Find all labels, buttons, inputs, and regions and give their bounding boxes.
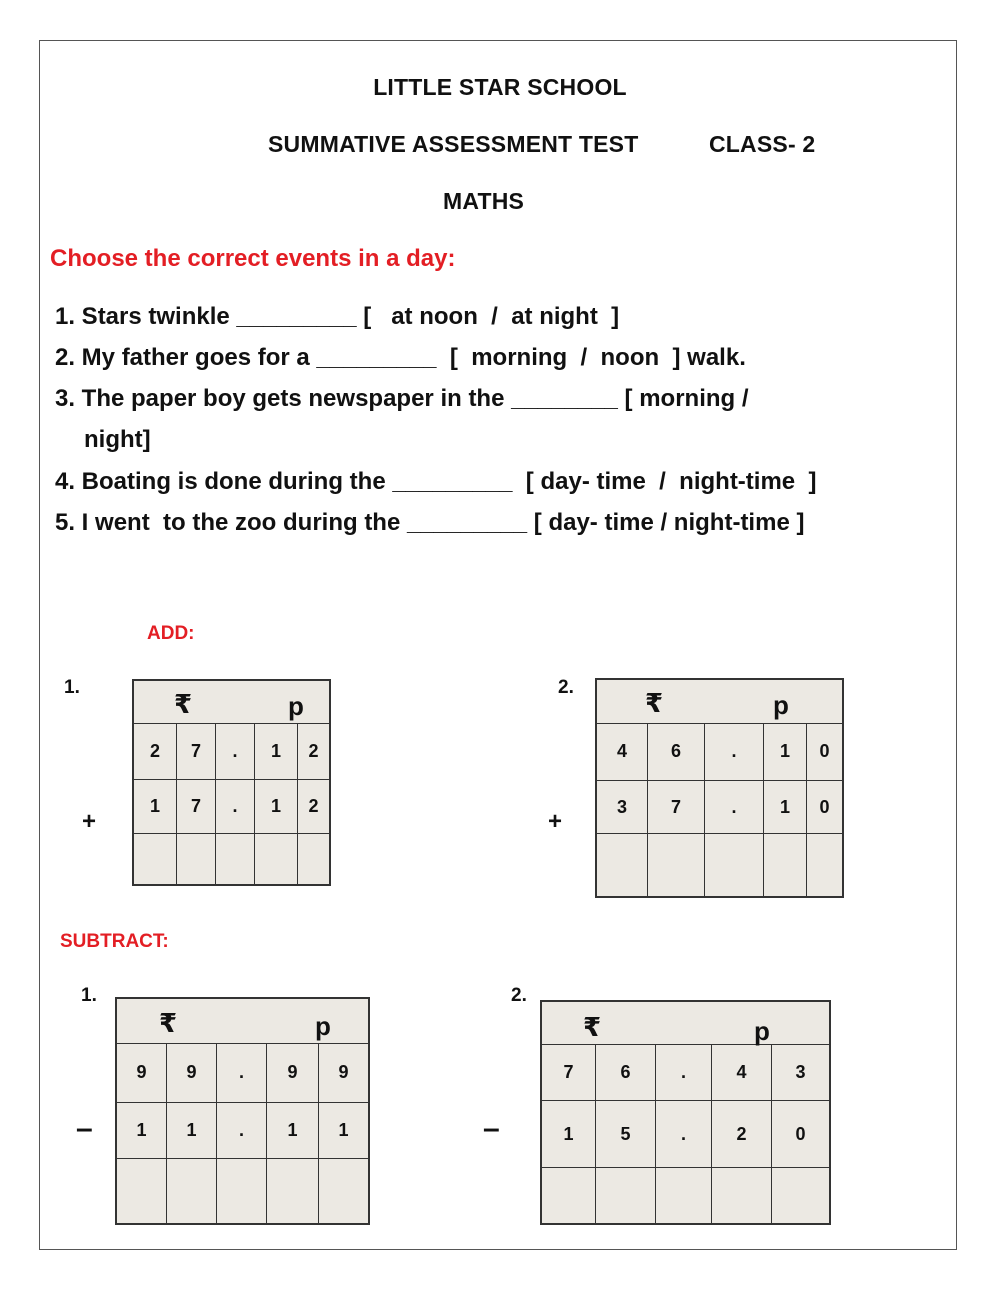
decimal-cell: .: [217, 1043, 267, 1102]
subtrahend-row: [117, 1103, 368, 1159]
minus-sign: –: [483, 1112, 500, 1145]
minus-sign: –: [76, 1112, 93, 1145]
paise-label: p: [288, 691, 304, 721]
grid-header: [542, 1002, 829, 1045]
digit-cell: 1: [117, 1103, 167, 1158]
paise-label: p: [773, 690, 789, 720]
decimal-cell: .: [217, 1103, 267, 1158]
subtract-problem-2-number: 2.: [511, 985, 527, 1006]
subtract-grid-2: [540, 1000, 831, 1225]
addend-2-row: [134, 780, 329, 834]
digit-cell: 7: [177, 780, 216, 833]
answer-cell[interactable]: [267, 1159, 319, 1223]
digit-cell: 5: [596, 1101, 656, 1167]
answer-cell[interactable]: [597, 834, 648, 896]
answer-cell[interactable]: [216, 834, 255, 884]
digit-cell: 1: [764, 723, 807, 780]
answer-cell[interactable]: [772, 1168, 829, 1223]
question-3-continued: night]: [84, 426, 151, 453]
digit-cell: 6: [648, 723, 705, 780]
grid-header: [117, 999, 368, 1044]
decimal-cell: .: [656, 1101, 712, 1167]
answer-cell[interactable]: [177, 834, 216, 884]
add-heading: ADD:: [147, 623, 195, 644]
rupee-symbol: ₹: [583, 1012, 602, 1042]
digit-cell: 1: [255, 723, 298, 779]
digit-cell: 7: [177, 723, 216, 779]
digit-cell: 9: [167, 1043, 217, 1102]
digit-cell: 1: [764, 781, 807, 833]
answer-cell[interactable]: [656, 1168, 712, 1223]
add-problem-1-number: 1.: [64, 677, 80, 698]
digit-cell: 9: [338, 1062, 349, 1082]
minuend-row: [542, 1044, 829, 1101]
question-1: 1. Stars twinkle _________ [ at noon / at night ]: [55, 303, 620, 330]
answer-cell[interactable]: [712, 1168, 772, 1223]
digit-cell: 3: [597, 781, 648, 833]
decimal-cell: .: [216, 780, 255, 833]
instruction-heading: Choose the correct events in a day:: [50, 245, 456, 272]
answer-cell[interactable]: [217, 1159, 267, 1223]
decimal-cell: .: [705, 723, 764, 780]
digit-cell: 1: [167, 1103, 217, 1158]
question-4: 4. Boating is done during the _________ [ day- time / night-time ]: [55, 468, 817, 495]
class-label: CLASS- 2: [709, 131, 816, 157]
digit-cell: 9: [267, 1043, 319, 1102]
answer-cell[interactable]: [596, 1168, 656, 1223]
decimal-cell: .: [656, 1044, 712, 1100]
answer-cell[interactable]: [319, 1159, 368, 1223]
digit-cell: 9: [117, 1043, 167, 1102]
answer-row: [134, 834, 329, 884]
subtract-heading: SUBTRACT:: [60, 931, 169, 952]
answer-cell[interactable]: [648, 834, 705, 896]
rupee-symbol: ₹: [645, 688, 664, 718]
rupee-symbol: ₹: [159, 1008, 178, 1038]
digit-cell: 0: [819, 741, 830, 761]
paise-label: p: [754, 1016, 770, 1046]
plus-sign: +: [82, 808, 97, 835]
answer-cell[interactable]: [764, 834, 807, 896]
school-name: LITTLE STAR SCHOOL: [373, 74, 627, 100]
add-grid-2: [595, 678, 844, 898]
digit-cell: 4: [712, 1044, 772, 1100]
answer-cell[interactable]: [167, 1159, 217, 1223]
digit-cell: 1: [338, 1120, 349, 1140]
question-3: 3. The paper boy gets newspaper in the ________ [ morning /: [55, 385, 749, 412]
digit-cell: 2: [134, 723, 177, 779]
subject-title: MATHS: [443, 188, 525, 214]
answer-row: [542, 1168, 829, 1223]
addend-1-row: [597, 723, 842, 781]
addend-1-row: [134, 723, 329, 780]
answer-cell[interactable]: [117, 1159, 167, 1223]
paise-label: p: [315, 1011, 331, 1041]
answer-cell[interactable]: [255, 834, 298, 884]
answer-cell[interactable]: [807, 834, 842, 896]
subtract-problem-1-number: 1.: [81, 985, 97, 1006]
decimal-cell: .: [705, 781, 764, 833]
digit-cell: 4: [597, 723, 648, 780]
grid-header: [134, 681, 329, 724]
digit-cell: 0: [795, 1123, 806, 1144]
answer-cell[interactable]: [298, 834, 329, 884]
plus-sign: +: [548, 808, 563, 835]
rupee-symbol: ₹: [174, 689, 193, 719]
question-5: 5. I went to the zoo during the _________ [ day- time / night-time ]: [55, 509, 805, 536]
answer-row: [117, 1159, 368, 1223]
digit-cell: 1: [134, 780, 177, 833]
subtrahend-row: [542, 1101, 829, 1168]
test-title: SUMMATIVE ASSESSMENT TEST: [268, 131, 639, 157]
digit-cell: 7: [648, 781, 705, 833]
question-2: 2. My father goes for a _________ [ morning / noon ] walk.: [55, 344, 746, 371]
digit-cell: 3: [795, 1061, 806, 1082]
subtract-grid-1: [115, 997, 370, 1225]
answer-row: [597, 834, 842, 896]
digit-cell: 2: [712, 1101, 772, 1167]
addend-2-row: [597, 781, 842, 834]
digit-cell: 0: [819, 796, 830, 817]
decimal-cell: .: [216, 723, 255, 779]
answer-cell[interactable]: [542, 1168, 596, 1223]
digit-cell: 6: [596, 1044, 656, 1100]
minuend-row: [117, 1043, 368, 1103]
digit-cell: 1: [542, 1101, 596, 1167]
add-problem-2-number: 2.: [558, 677, 574, 698]
digit-cell: 1: [255, 780, 298, 833]
digit-cell: 7: [542, 1044, 596, 1100]
answer-cell[interactable]: [134, 834, 177, 884]
digit-cell: 1: [267, 1103, 319, 1158]
answer-cell[interactable]: [705, 834, 764, 896]
digit-cell: 2: [308, 740, 319, 761]
grid-header: [597, 680, 842, 724]
add-grid-1: [132, 679, 331, 886]
digit-cell: 2: [308, 796, 319, 816]
